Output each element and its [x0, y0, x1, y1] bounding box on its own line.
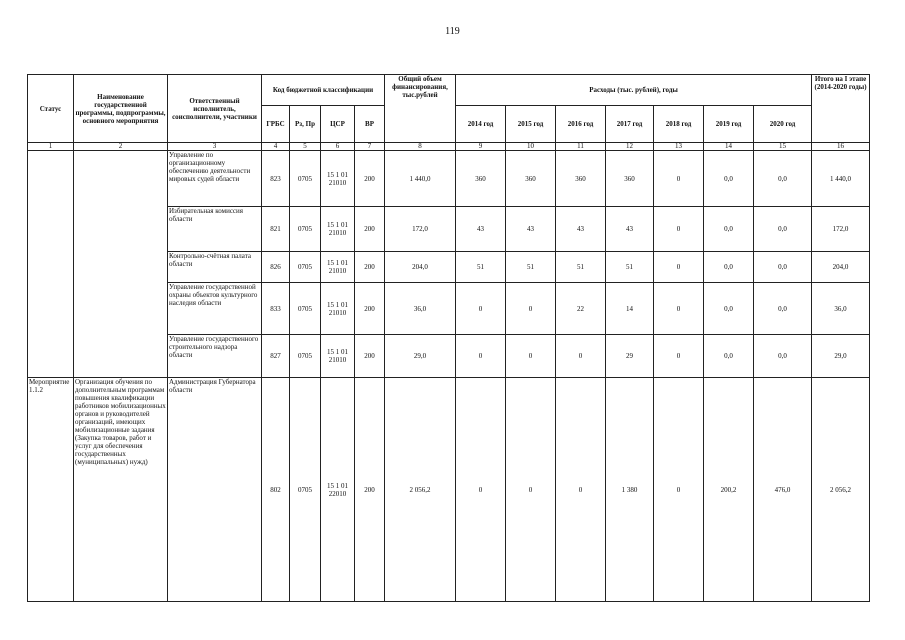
year-cell: 0	[654, 207, 704, 252]
csr-cell: 15 1 01 21010	[321, 207, 355, 252]
status-cell	[28, 151, 74, 378]
year-cell: 14	[606, 283, 654, 335]
column-number-row	[28, 143, 870, 151]
year-cell: 51	[556, 252, 606, 283]
column-number: 7	[355, 143, 385, 151]
grbs-cell: 821	[262, 207, 290, 252]
year-cell: 0,0	[704, 252, 754, 283]
header-total-volume: Общий объем финансирования, тыс.рублей	[385, 75, 456, 143]
header-year: 2017 год	[606, 106, 654, 143]
year-cell: 0,0	[704, 151, 754, 207]
year-cell: 43	[506, 207, 556, 252]
header-csr: ЦСР	[321, 106, 355, 143]
header-year: 2014 год	[456, 106, 506, 143]
column-number: 5	[290, 143, 321, 151]
year-cell: 0,0	[754, 207, 812, 252]
rzpr-cell: 0705	[290, 151, 321, 207]
total-cell: 29,0	[385, 335, 456, 378]
year-cell: 0,0	[704, 207, 754, 252]
page-number: 119	[445, 26, 460, 37]
name-cell	[74, 151, 168, 378]
responsible-cell: Контрольно-счётная палата области	[168, 252, 262, 283]
header-budget-code: Код бюджетной классификации	[262, 75, 385, 106]
stage-total-cell: 204,0	[812, 252, 870, 283]
year-cell: 360	[456, 151, 506, 207]
column-number: 13	[654, 143, 704, 151]
rzpr-cell: 0705	[290, 207, 321, 252]
column-number: 2	[74, 143, 168, 151]
name-cell: Организация обучения по дополнительным программам повышения квалификации работников мобилизационных органов и руководителей организаций, имеющих мобилизационные задания (Закупка товаров, работ и услуг для обеспечения государственных (муниципальных) нужд)	[74, 378, 168, 602]
year-cell: 0	[654, 283, 704, 335]
column-number: 6	[321, 143, 355, 151]
header-year: 2018 год	[654, 106, 704, 143]
year-cell: 0,0	[754, 335, 812, 378]
column-number: 9	[456, 143, 506, 151]
vr-cell: 200	[355, 252, 385, 283]
year-cell: 51	[606, 252, 654, 283]
grbs-cell: 833	[262, 283, 290, 335]
header-year: 2016 год	[556, 106, 606, 143]
year-cell: 476,0	[754, 378, 812, 602]
year-cell: 1 380	[606, 378, 654, 602]
year-cell: 360	[556, 151, 606, 207]
year-cell: 0	[506, 378, 556, 602]
stage-total-cell: 29,0	[812, 335, 870, 378]
responsible-cell: Управление по организационному обеспечению деятельности мировых судей области	[168, 151, 262, 207]
stage-total-cell: 172,0	[812, 207, 870, 252]
column-number: 4	[262, 143, 290, 151]
rzpr-cell: 0705	[290, 283, 321, 335]
budget-table	[27, 74, 870, 602]
rzpr-cell: 0705	[290, 335, 321, 378]
stage-total-cell: 1 440,0	[812, 151, 870, 207]
year-cell: 29	[606, 335, 654, 378]
grbs-cell: 827	[262, 335, 290, 378]
table-row	[28, 378, 870, 602]
year-cell: 0,0	[704, 335, 754, 378]
column-number: 1	[28, 143, 74, 151]
header-year: 2015 год	[506, 106, 556, 143]
header-year: 2020 год	[754, 106, 812, 143]
csr-cell: 15 1 01 21010	[321, 283, 355, 335]
grbs-cell: 823	[262, 151, 290, 207]
csr-cell: 15 1 01 21010	[321, 252, 355, 283]
column-number: 3	[168, 143, 262, 151]
year-cell: 360	[606, 151, 654, 207]
year-cell: 43	[606, 207, 654, 252]
grbs-cell: 826	[262, 252, 290, 283]
column-number: 12	[606, 143, 654, 151]
year-cell: 0,0	[754, 151, 812, 207]
vr-cell: 200	[355, 283, 385, 335]
year-cell: 43	[556, 207, 606, 252]
header-expenses: Расходы (тыс. рублей), годы	[456, 75, 812, 106]
year-cell: 0	[506, 283, 556, 335]
column-number: 15	[754, 143, 812, 151]
year-cell: 22	[556, 283, 606, 335]
year-cell: 0	[506, 335, 556, 378]
responsible-cell: Избирательная комиссия области	[168, 207, 262, 252]
column-number: 10	[506, 143, 556, 151]
year-cell: 51	[506, 252, 556, 283]
header-responsible: Ответственный исполнитель, соисполнители, участники	[168, 75, 262, 143]
year-cell: 0	[456, 335, 506, 378]
rzpr-cell: 0705	[290, 252, 321, 283]
responsible-cell: Администрация Губернатора области	[168, 378, 262, 602]
header-row	[28, 75, 870, 106]
year-cell: 0	[654, 252, 704, 283]
header-vr: ВР	[355, 106, 385, 143]
year-cell: 200,2	[704, 378, 754, 602]
status-cell: Мероприятие 1.1.2	[28, 378, 74, 602]
total-cell: 36,0	[385, 283, 456, 335]
year-cell: 0	[654, 151, 704, 207]
csr-cell: 15 1 01 21010	[321, 335, 355, 378]
year-cell: 0	[654, 378, 704, 602]
year-cell: 0	[654, 335, 704, 378]
year-cell: 0,0	[754, 283, 812, 335]
column-number: 8	[385, 143, 456, 151]
grbs-cell: 802	[262, 378, 290, 602]
vr-cell: 200	[355, 207, 385, 252]
year-cell: 43	[456, 207, 506, 252]
csr-cell: 15 1 01 22010	[321, 378, 355, 602]
stage-total-cell: 2 056,2	[812, 378, 870, 602]
total-cell: 2 056,2	[385, 378, 456, 602]
total-cell: 204,0	[385, 252, 456, 283]
column-number: 14	[704, 143, 754, 151]
responsible-cell: Управление государственного строительного надзора области	[168, 335, 262, 378]
responsible-cell: Управление государственной охраны объектов культурного наследия области	[168, 283, 262, 335]
year-cell: 0	[456, 378, 506, 602]
header-year: 2019 год	[704, 106, 754, 143]
vr-cell: 200	[355, 378, 385, 602]
year-cell: 360	[506, 151, 556, 207]
total-cell: 172,0	[385, 207, 456, 252]
year-cell: 0	[556, 335, 606, 378]
column-number: 16	[812, 143, 870, 151]
year-cell: 0,0	[754, 252, 812, 283]
table-row	[28, 151, 870, 207]
vr-cell: 200	[355, 151, 385, 207]
vr-cell: 200	[355, 335, 385, 378]
rzpr-cell: 0705	[290, 378, 321, 602]
header-total-stage: Итого на I этапе (2014-2020 годы)	[812, 75, 870, 143]
year-cell: 51	[456, 252, 506, 283]
csr-cell: 15 1 01 21010	[321, 151, 355, 207]
year-cell: 0	[456, 283, 506, 335]
year-cell: 0	[556, 378, 606, 602]
header-name: Наименование государственной программы, подпрограммы, основного мероприятия	[74, 75, 168, 143]
header-grbs: ГРБС	[262, 106, 290, 143]
header-status: Статус	[28, 75, 74, 143]
header-rzpr: Рз, Пр	[290, 106, 321, 143]
total-cell: 1 440,0	[385, 151, 456, 207]
column-number: 11	[556, 143, 606, 151]
stage-total-cell: 36,0	[812, 283, 870, 335]
year-cell: 0,0	[704, 283, 754, 335]
